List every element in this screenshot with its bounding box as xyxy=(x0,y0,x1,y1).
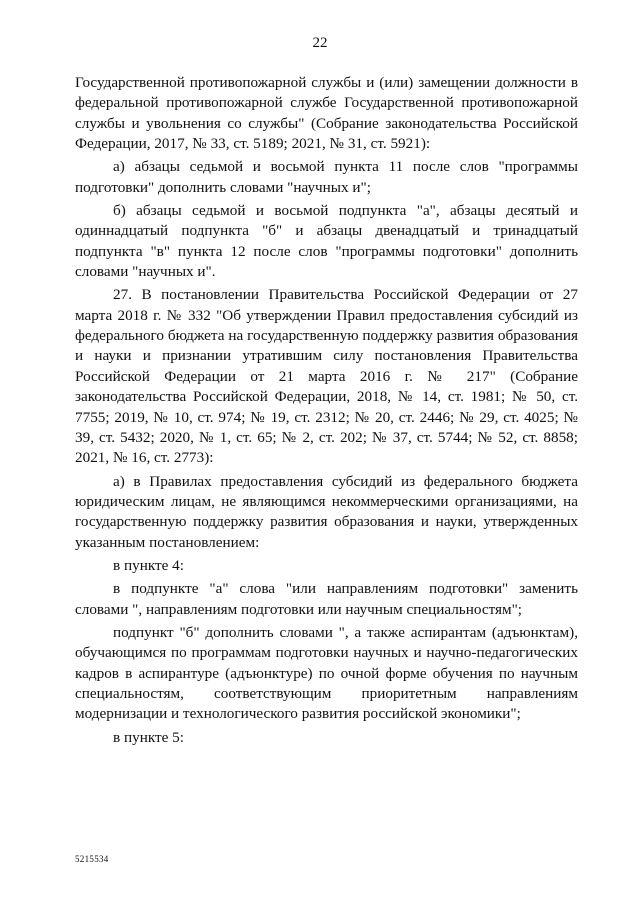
paragraph-item-27: 27. В постановлении Правительства Российской Федерации от 27 марта 2018 г. № 332 "Об утверждении Правил предоставления субсидий из федерального бюджета на государственную поддержку развития образования и науки и признании утратившим силу постановления Правительства Российской Федерации от 21 марта 2016 г. № 217" (Собрание законодательства Российской Федерации, 2018, № 14, ст. 1981; № 50, ст. 7755; 2019, № 10, ст. 974; № 19, ст. 2312; № 20, ст. 2446; № 29, ст. 4025; № 39, ст. 5432; 2020, № 1, ст. 65; № 2, ст. 202; № 37, ст. 5744; № 52, ст. 8858; 2021, № 16, ст. 2773): xyxy=(75,286,578,467)
paragraph-subpoint-a: в подпункте "а" слова "или направлениям подготовки" заменить словами ", направлениям подготовки или научным специальностям"; xyxy=(75,580,578,618)
paragraph-subitem-a: а) абзацы седьмой и восьмой пункта 11 после слов "программы подготовки" дополнить словами "научных и"; xyxy=(75,158,578,196)
paragraph-point-5: в пункте 5: xyxy=(113,728,184,746)
paragraph-subitem-b: б) абзацы седьмой и восьмой подпункта "а", абзацы десятый и одиннадцатый подпункта "б" и абзацы двенадцатый и тринадцатый подпункта "в" пункта 12 после слов "программы подготовки" дополнить словами "научных и". xyxy=(75,202,578,281)
paragraph-point-4: в пункте 4: xyxy=(113,556,184,574)
page-number: 22 xyxy=(312,35,328,51)
paragraph-subpoint-b: подпункт "б" дополнить словами ", а также аспирантам (адъюнктам), обучающимся по программам подготовки научных и научно-педагогических кадров в аспирантуре (адъюнктуре) по очной форме обучения по научным специальностям, соответствующим приоритетным направлениям модернизации и технологического развития российской экономики"; xyxy=(75,623,578,723)
paragraph-continuation: Государственной противопожарной службы и (или) замещении должности в федеральной противопожарной службе Государственной противопожарной службы и увольнения со службы" (Собрание законодательства Российской Федерации, 2017, № 33, ст. 5189; 2021, № 31, ст. 5921): xyxy=(75,74,578,153)
document-body xyxy=(75,73,578,751)
document-code: 5215534 xyxy=(75,854,109,864)
paragraph-rules-a: а) в Правилах предоставления субсидий из федерального бюджета юридическим лицам, не являющимся некоммерческими организациями, на государственную поддержку развития образования и науки, утвержденных указанным постановлением: xyxy=(75,472,578,551)
